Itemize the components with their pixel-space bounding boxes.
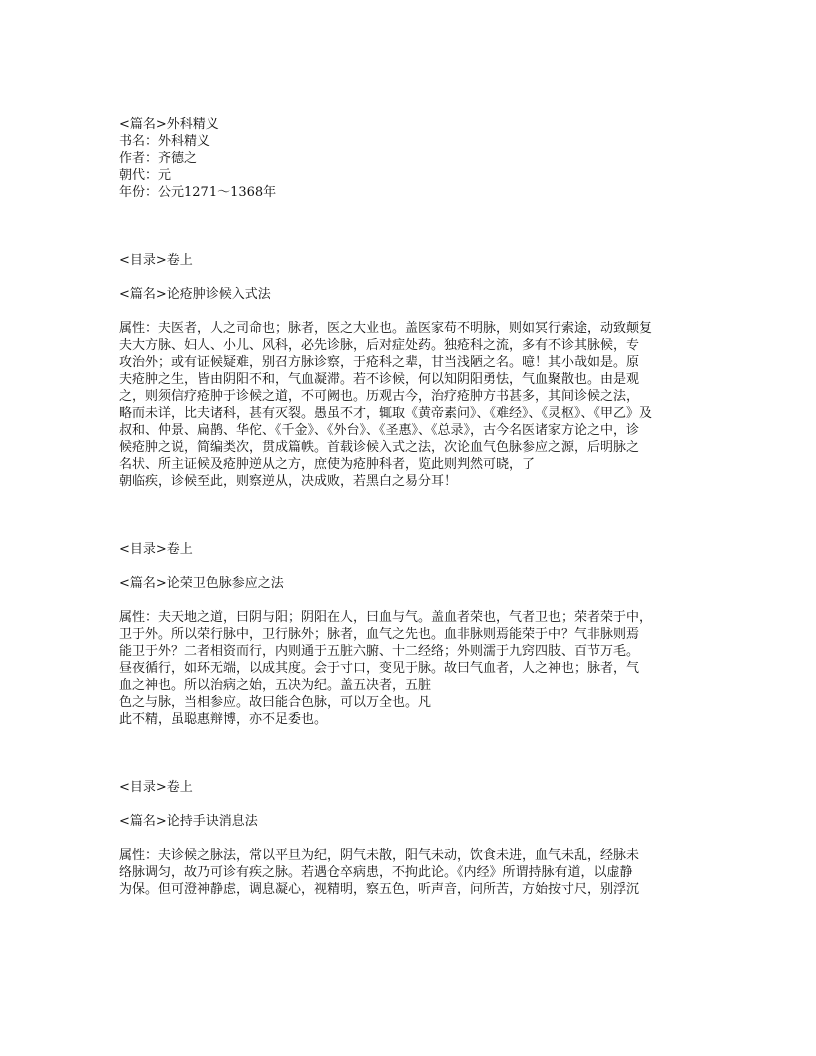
body-line: 属性：夫天地之道，曰阴与阳；阴阳在人，曰血与气。盖血者荣也，气者卫也；荣者荣于中，	[119, 610, 653, 625]
body-line: 叔和、仲景、扁鹊、华佗、《千金》、《外台》、《圣惠》、《总录》，古今名医诸家方论之中，诊	[119, 423, 640, 438]
section-body	[119, 320, 709, 490]
body-line: 血之神也。所以治病之始，五决为纪。盖五决者，五脏	[119, 678, 432, 693]
section-1	[119, 252, 709, 490]
section-2	[119, 541, 709, 728]
header-dynasty: 朝代：元	[119, 168, 172, 183]
header-pian-ming: <篇名>外科精义	[119, 117, 219, 132]
header-book-name: 书名：外科精义	[119, 134, 211, 149]
section-title: <篇名>论持手诀消息法	[119, 814, 258, 829]
header-year: 年份：公元1271～1368年	[119, 185, 277, 200]
section-body	[119, 847, 709, 898]
section-title: <篇名>论疮肿诊候入式法	[119, 287, 271, 302]
section-body	[119, 609, 709, 728]
body-line: 之，则须信疗疮肿于诊候之道，不可阙也。历观古今，治疗疮肿方书甚多，其间诊候之法，	[119, 389, 640, 404]
body-line: 属性：夫诊候之脉法，常以平旦为纪，阴气未散，阳气未动，饮食未进，血气未乱，经脉未	[119, 848, 640, 863]
section-mulu: <目录>卷上	[119, 780, 193, 795]
document-page	[119, 116, 709, 898]
body-line: 色之与脉，当相参应。故曰能合色脉，可以万全也。凡	[119, 695, 432, 710]
body-line: 略而未详，比夫诸科，甚有灭裂。愚虽不才，辄取《黄帝素问》、《难经》、《灵枢》、《甲乙》及	[119, 406, 653, 421]
body-line: 能卫于外？二者相资而行，内则通于五脏六腑、十二经络；外则濡于九窍四肢、百节万毛。	[119, 644, 640, 659]
section-mulu: <目录>卷上	[119, 542, 193, 557]
section-3	[119, 779, 709, 898]
header-author: 作者：齐德之	[119, 151, 198, 166]
body-line: 候疮肿之说，简编类次，贯成篇帙。首载诊候入式之法，次论血气色脉参应之源，后明脉之	[119, 440, 640, 455]
section-mulu: <目录>卷上	[119, 253, 193, 268]
body-line: 属性：夫医者，人之司命也；脉者，医之大业也。盖医家苟不明脉，则如冥行索途，动致颠复	[119, 321, 653, 336]
body-line: 卫于外。所以荣行脉中，卫行脉外；脉者，血气之先也。血非脉则焉能荣于中？气非脉则焉	[119, 627, 640, 642]
body-line: 络脉调匀，故乃可诊有疾之脉。若遇仓卒病患，不拘此论。《内经》所谓持脉有道，以虚静	[119, 865, 633, 880]
body-line: 名状、所主证候及疮肿逆从之方，庶使为疮肿科者，览此则判然可晓，了	[119, 457, 536, 472]
body-line: 昼夜循行，如环无端，以成其度。会于寸口，变见于脉。故曰气血者，人之神也；脉者，气	[119, 661, 640, 676]
body-line: 夫疮肿之生，皆由阴阳不和，气血凝滞。若不诊候，何以知阴阳勇怯，气血聚散也。由是观	[119, 372, 640, 387]
body-line: 为保。但可澄神静虑，调息凝心，视精明，察五色，听声音，问所苦，方始按寸尺，别浮沉	[119, 882, 640, 897]
body-line: 朝临疾，诊候至此，则察逆从，决成败，若黑白之易分耳！	[119, 474, 458, 489]
document-header	[119, 116, 709, 201]
body-line: 夫大方脉、妇人、小儿、风科，必先诊脉，后对症处药。独疮科之流，多有不诊其脉候，专	[119, 338, 640, 353]
section-title: <篇名>论荣卫色脉参应之法	[119, 576, 284, 591]
body-line: 此不精，虽聪惠辩博，亦不足委也。	[119, 712, 328, 727]
body-line: 攻治外；或有证候疑难，别召方脉诊察，于疮科之辈，甘当浅陋之名。噫！其小哉如是。原	[119, 355, 640, 370]
